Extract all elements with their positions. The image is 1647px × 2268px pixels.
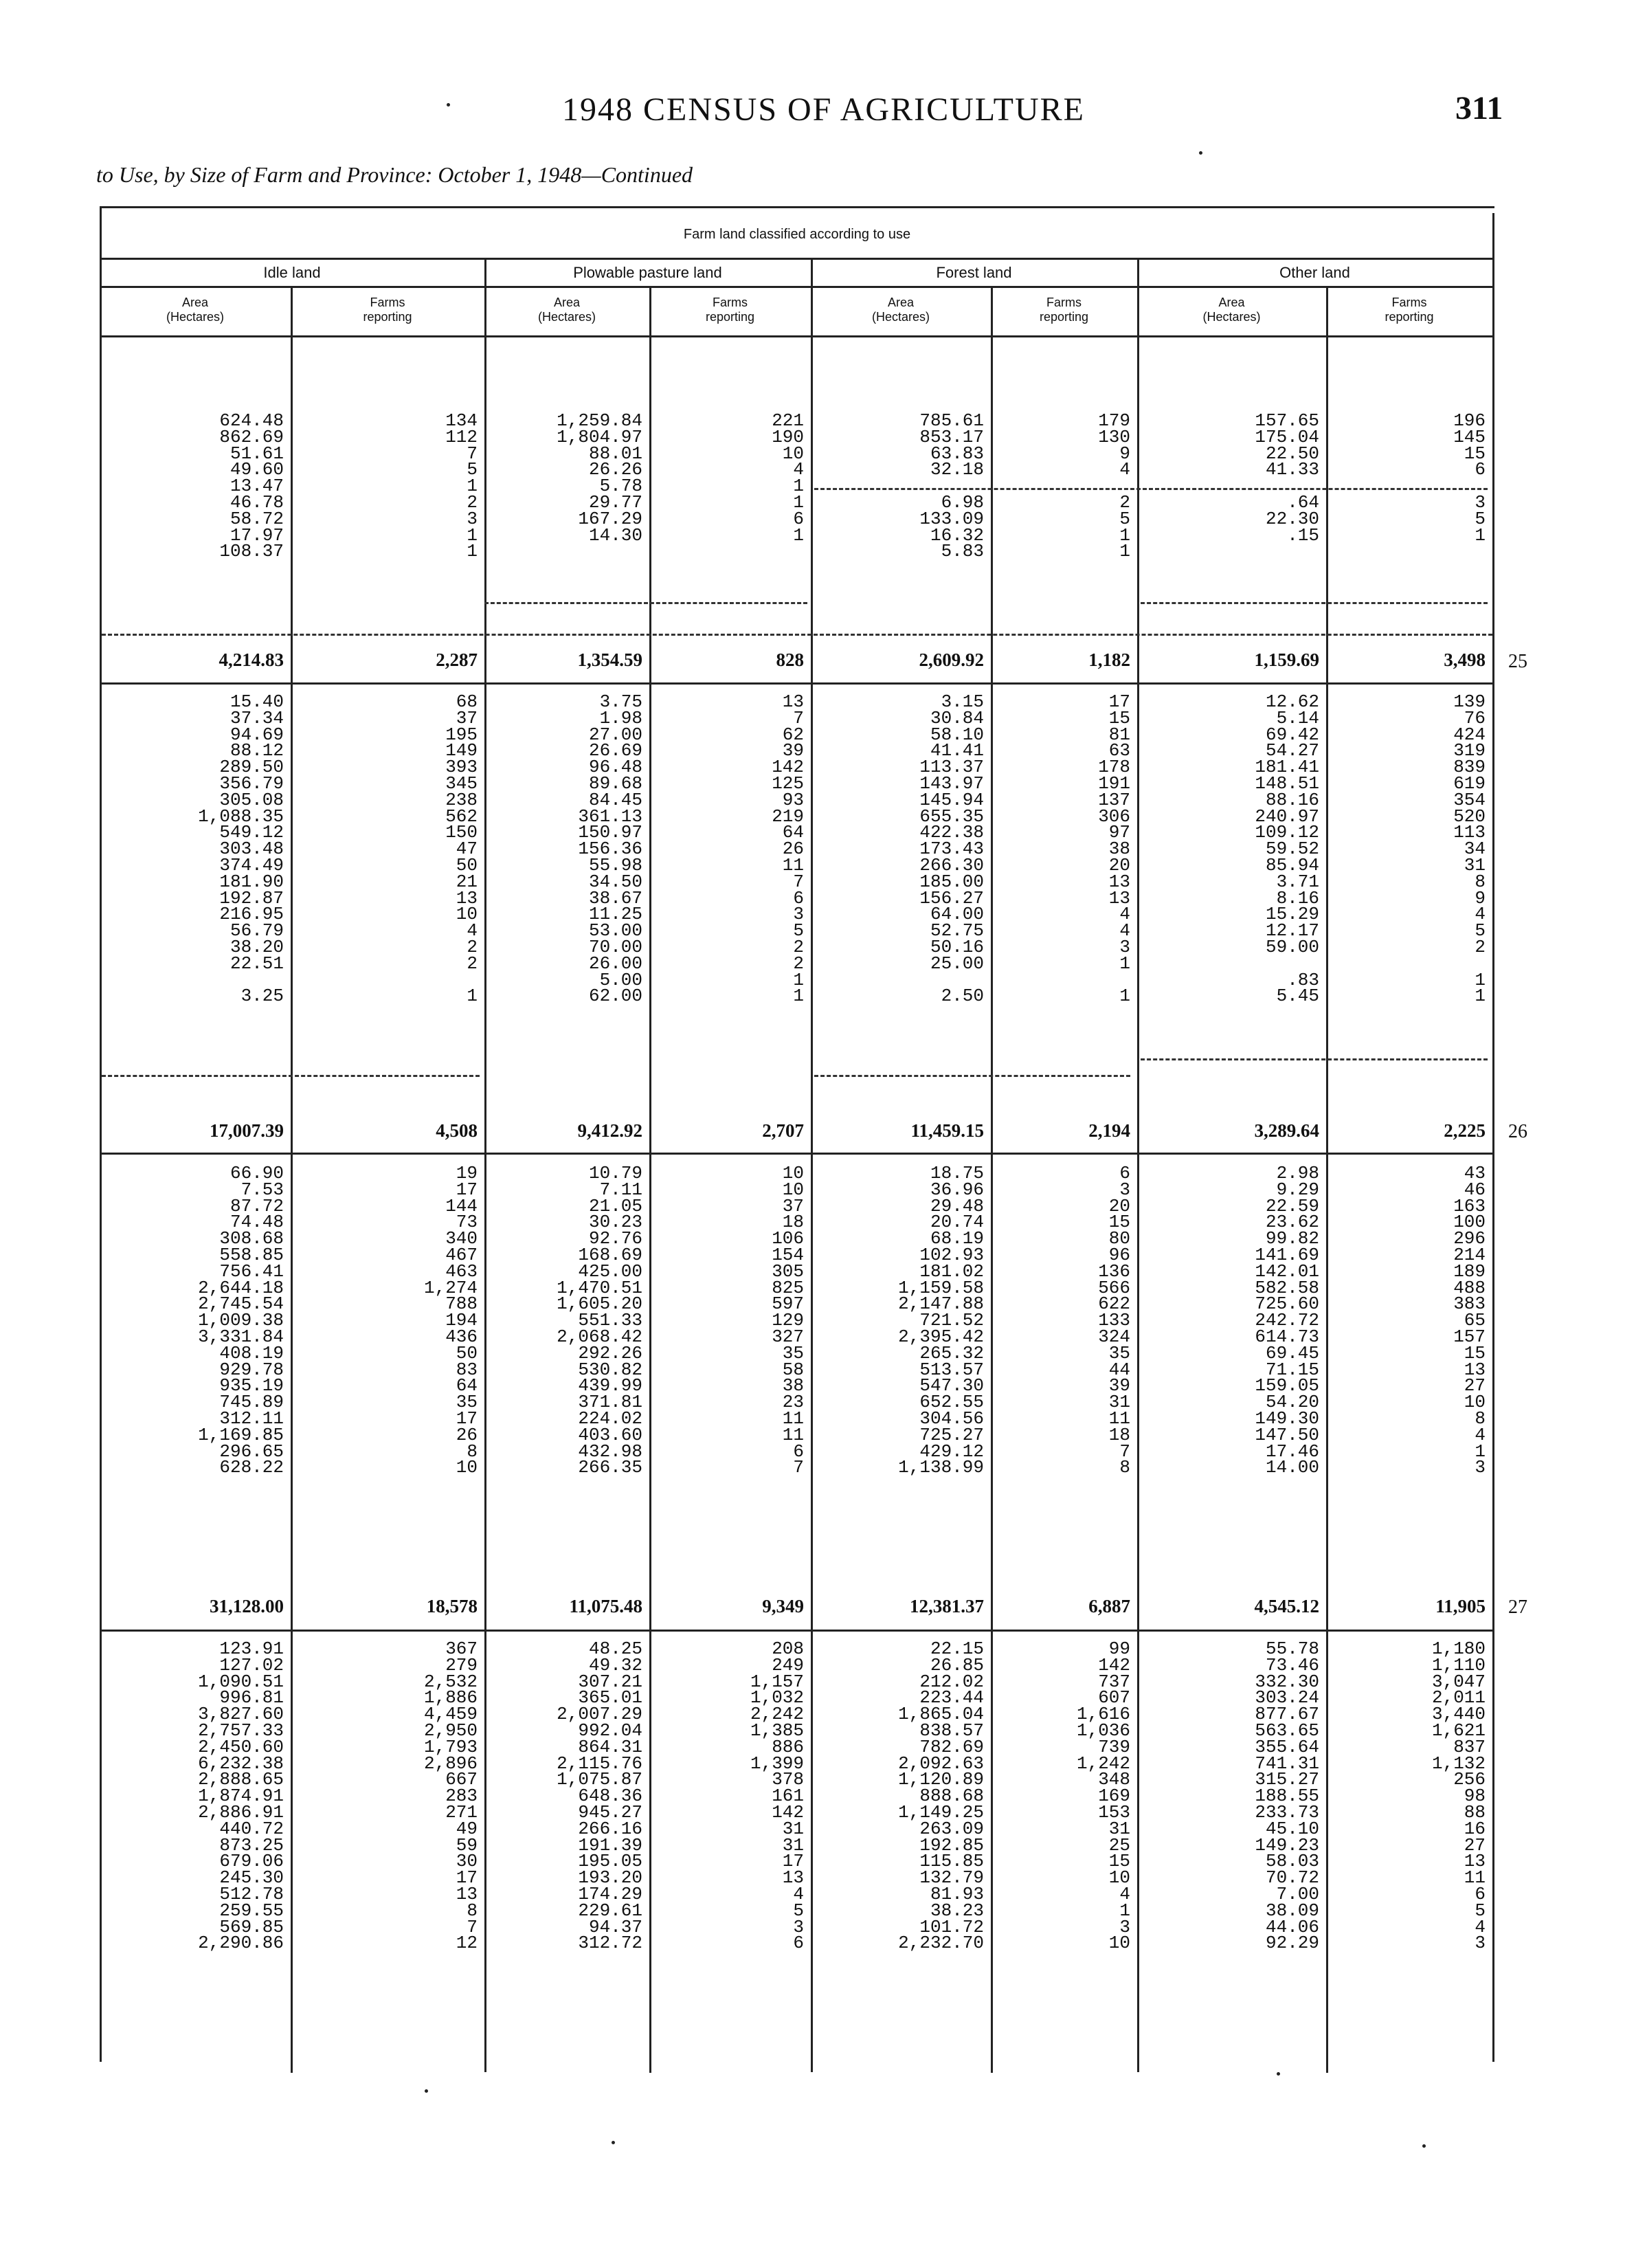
s2-other-area: 12.62 5.14 69.42 54.27 181.41 148.51 88.16 240.97 109.12 59.52 85.94 3.71 8.16 15.29 12.17 59.00 .83 5.45 — [1255, 691, 1319, 1007]
s3-pasture-farms: 10 10 37 18 106 154 305 825 597 129 327 35 58 38 23 11 11 6 7 — [772, 1163, 804, 1478]
s3-total-forest-farms: 6,887 — [1088, 1596, 1130, 1616]
s3-total-other-farms: 11,905 — [1435, 1596, 1486, 1616]
s4-idle-area: 123.91 127.02 1,090.51 996.81 3,827.60 2,757.33 2,450.60 6,232.38 2,888.65 1,874.91 2,886.91 440.72 873.25 679.06 245.30 512.78 259.55 569.85 2,290.86 — [198, 1638, 284, 1954]
s1-other-farms: 196 145 15 6 3 5 1 — [1453, 410, 1486, 546]
s2-total-pasture-area: 9,412.92 — [577, 1120, 642, 1141]
header-farm-land: Farm land classified according to use — [683, 227, 911, 242]
s2-forest-area: 3.15 30.84 58.10 41.41 113.37 143.97 145.94 655.35 422.38 173.43 266.30 185.00 156.27 64.00 52.75 50.16 25.00 2.50 — [919, 691, 984, 1007]
s4-forest-farms: 99 142 737 607 1,616 1,036 739 1,242 348 169 153 31 25 15 10 4 1 3 10 — [1076, 1638, 1130, 1954]
s2-total-forest-area: 11,459.15 — [910, 1120, 984, 1141]
header-rule-3 — [100, 335, 1494, 337]
idle-area-header: Area (Hectares) — [166, 296, 224, 324]
s2-total-pasture-farms: 2,707 — [762, 1120, 804, 1141]
s2-other-farms: 139 76 424 319 839 619 354 520 113 34 31 8 9 4 5 2 1 1 — [1453, 691, 1486, 1007]
s3-idle-area: 66.90 7.53 87.72 74.48 308.68 558.85 756.41 2,644.18 2,745.54 1,009.38 3,331.84 408.19 929.78 935.19 745.89 312.11 1,169.85 296.65 628.22 — [198, 1163, 284, 1478]
scan-speck — [612, 2141, 615, 2144]
scan-speck — [1277, 2072, 1280, 2076]
s1-total-pasture-farms: 828 — [776, 649, 804, 670]
other-farms-header: Farms reporting — [1385, 296, 1434, 324]
s2-total-idle-farms: 4,508 — [436, 1120, 478, 1141]
s1-other-area: 157.65 175.04 22.50 41.33 .64 22.30 .15 — [1255, 410, 1319, 546]
s4-other-farms: 1,180 1,110 3,047 2,011 3,440 1,621 837 1,132 256 98 88 16 27 13 11 6 5 4 3 — [1431, 1638, 1486, 1954]
row-label-26: 26 — [1508, 1121, 1527, 1142]
s3-total-idle-farms: 18,578 — [426, 1596, 478, 1616]
s2-pasture-area: 3.75 1.98 27.00 26.69 96.48 89.68 84.45 361.13 150.97 156.36 55.98 34.50 38.67 11.25 53.00 70.00 26.00 5.00 62.00 — [578, 691, 642, 1007]
s1-total-other-farms: 3,498 — [1444, 649, 1486, 670]
s1-total-pasture-area: 1,354.59 — [577, 649, 642, 670]
s3-total-rule — [100, 1630, 1494, 1632]
header-rule-2 — [100, 286, 1494, 288]
s3-forest-farms: 6 3 20 15 80 96 136 566 622 133 324 35 44 39 31 11 18 7 8 — [1098, 1163, 1130, 1478]
s1-total-forest-area: 2,609.92 — [919, 649, 984, 670]
s1-pasture-farms: 221 190 10 4 1 1 6 1 — [772, 410, 804, 546]
s1-total-rule — [100, 682, 1494, 685]
group-idle-land: Idle land — [263, 264, 321, 281]
page-number: 311 — [1455, 90, 1503, 126]
s4-pasture-farms: 208 249 1,157 1,032 2,242 1,385 886 1,399 378 161 142 31 31 17 13 4 5 3 6 — [750, 1638, 804, 1954]
s4-idle-farms: 367 279 2,532 1,886 4,459 2,950 1,793 2,896 667 283 271 49 59 30 17 13 8 7 12 — [423, 1638, 478, 1954]
s1-idle-farms: 134 112 7 5 1 2 3 1 1 — [445, 410, 478, 562]
s3-pasture-area: 10.79 7.11 21.05 30.23 92.76 168.69 425.00 1,470.51 1,605.20 551.33 2,068.42 292.26 530.82 439.99 371.81 224.02 403.60 432.98 266.35 — [557, 1163, 642, 1478]
idle-farms-header: Farms reporting — [363, 296, 412, 324]
s4-pasture-area: 48.25 49.32 307.21 365.01 2,007.29 992.04 864.31 2,115.76 1,075.87 648.36 945.27 266.16 191.39 195.05 193.20 174.29 229.61 94.37 312.72 — [557, 1638, 642, 1954]
scan-speck — [1199, 151, 1202, 155]
s1-total-forest-farms: 1,182 — [1088, 649, 1130, 670]
s3-total-forest-area: 12,381.37 — [910, 1596, 984, 1616]
s1-dash-end — [102, 634, 1492, 636]
s1-forest-area: 785.61 853.17 63.83 32.18 6.98 133.09 16.32 5.83 — [919, 410, 984, 562]
s2-total-other-farms: 2,225 — [1444, 1120, 1486, 1141]
s1-dash-a — [814, 488, 1488, 490]
scan-speck — [1422, 2144, 1426, 2148]
scan-speck — [425, 2089, 428, 2093]
table-right-rule — [1492, 213, 1494, 2062]
s3-total-other-area: 4,545.12 — [1254, 1596, 1319, 1616]
s1-dash-c — [1141, 602, 1488, 604]
s3-forest-area: 18.75 36.96 29.48 20.74 68.19 102.93 181.02 1,159.58 2,147.88 721.52 2,395.42 265.32 513.57 547.30 652.55 304.56 725.27 429.12 1,138.99 — [898, 1163, 984, 1478]
header-rule-1 — [100, 258, 1494, 260]
s3-other-farms: 43 46 163 100 296 214 189 488 383 65 157 15 13 27 10 8 4 1 3 — [1453, 1163, 1486, 1478]
s1-total-idle-farms: 2,287 — [436, 649, 478, 670]
row-label-27: 27 — [1508, 1597, 1527, 1618]
s2-total-forest-farms: 2,194 — [1088, 1120, 1130, 1141]
group-other-land: Other land — [1279, 264, 1350, 281]
group-forest-land: Forest land — [936, 264, 1012, 281]
census-table — [100, 206, 1494, 2268]
forest-area-header: Area (Hectares) — [871, 296, 930, 324]
s1-total-other-area: 1,159.69 — [1254, 649, 1319, 670]
forest-farms-header: Farms reporting — [1039, 296, 1089, 324]
s2-idle-area: 15.40 37.34 94.69 88.12 289.50 356.79 305.08 1,088.35 549.12 303.48 374.49 181.90 192.87 216.95 56.79 38.20 22.51 3.25 — [198, 691, 284, 1007]
table-top-rule — [100, 206, 1494, 208]
pasture-area-header: Area (Hectares) — [537, 296, 596, 324]
s3-other-area: 2.98 9.29 22.59 23.62 99.82 141.69 142.01 582.58 725.60 242.72 614.73 69.45 71.15 159.05 54.20 149.30 147.50 17.46 14.00 — [1255, 1163, 1319, 1478]
s3-total-pasture-farms: 9,349 — [762, 1596, 804, 1616]
page-title: 1948 CENSUS OF AGRICULTURE — [561, 91, 1085, 128]
s3-total-idle-area: 31,128.00 — [210, 1596, 284, 1616]
group-plowable-pasture: Plowable pasture land — [573, 264, 722, 281]
other-area-header: Area (Hectares) — [1202, 296, 1261, 324]
s4-other-area: 55.78 73.46 332.30 303.24 877.67 563.65 355.64 741.31 315.27 188.55 233.73 45.10 149.23 58.03 70.72 7.00 38.09 44.06 92.29 — [1255, 1638, 1319, 1954]
s1-dash-b — [484, 602, 807, 604]
scan-speck — [447, 103, 450, 107]
s1-idle-area: 624.48 862.69 51.61 49.60 13.47 46.78 58.72 17.97 108.37 — [219, 410, 284, 562]
s1-pasture-area: 1,259.84 1,804.97 88.01 26.26 5.78 29.77 167.29 14.30 — [557, 410, 642, 546]
s2-total-rule — [100, 1153, 1494, 1155]
s1-forest-farms: 179 130 9 4 2 5 1 1 — [1098, 410, 1130, 562]
s3-idle-farms: 19 17 144 73 340 467 463 1,274 788 194 436 50 83 64 35 17 26 8 10 — [423, 1163, 478, 1478]
s2-dash-c — [1141, 1058, 1488, 1060]
table-subtitle: to Use, by Size of Farm and Province: October 1, 1948—Continued — [96, 162, 693, 187]
s2-total-other-area: 3,289.64 — [1254, 1120, 1319, 1141]
s3-total-pasture-area: 11,075.48 — [569, 1596, 642, 1616]
s2-forest-farms: 17 15 81 63 178 191 137 306 97 38 20 13 13 4 4 3 1 1 — [1098, 691, 1130, 1007]
row-label-25: 25 — [1508, 651, 1527, 672]
s1-total-idle-area: 4,214.83 — [219, 649, 284, 670]
s4-forest-area: 22.15 26.85 212.02 223.44 1,865.04 838.57 782.69 2,092.63 1,120.89 888.68 1,149.25 263.09 192.85 115.85 132.79 81.93 38.23 101.72 2,232.70 — [898, 1638, 984, 1954]
s2-dash-a — [102, 1075, 480, 1077]
s2-idle-farms: 68 37 195 149 393 345 238 562 150 47 50 21 13 10 4 2 2 1 — [445, 691, 478, 1007]
s2-pasture-farms: 13 7 62 39 142 125 93 219 64 26 11 7 6 3 5 2 2 1 1 — [772, 691, 804, 1007]
pasture-farms-header: Farms reporting — [705, 296, 755, 324]
s2-dash-b — [814, 1075, 1130, 1077]
s2-total-idle-area: 17,007.39 — [210, 1120, 284, 1141]
